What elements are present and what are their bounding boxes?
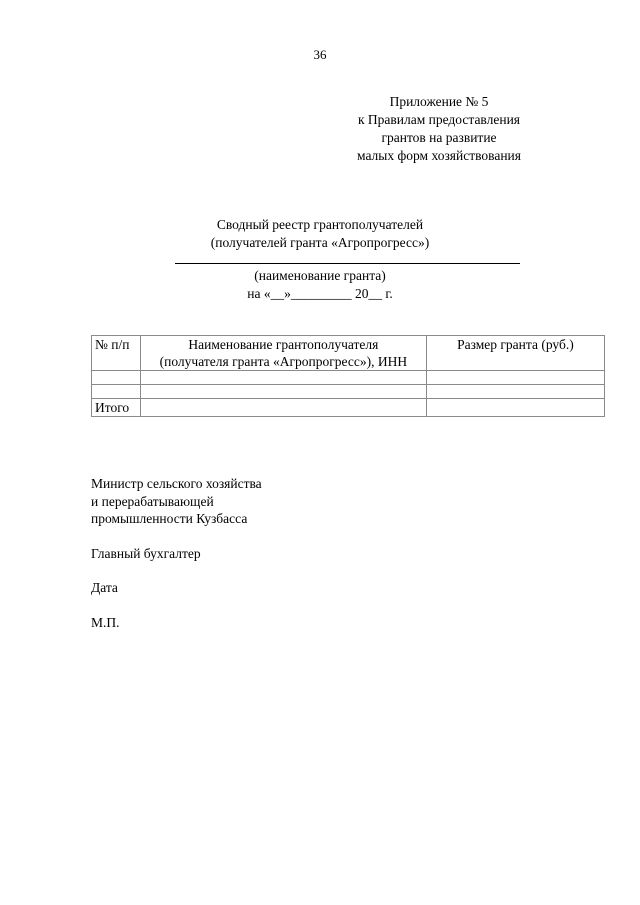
- document-title-line-1: Сводный реестр грантополучателей: [216, 217, 424, 232]
- header-name: [140, 336, 426, 371]
- minister-title-line-3: промышленности Кузбасса: [91, 511, 248, 526]
- table-cell: [426, 385, 604, 399]
- grant-name-caption: (наименование гранта): [254, 268, 386, 283]
- date-field: [91, 579, 491, 597]
- grant-name-block: [0, 267, 640, 303]
- stamp-label: М.П.: [91, 614, 120, 630]
- appendix-rules-ref-3: малых форм хозяйствования: [357, 148, 521, 163]
- grant-date-line: на «__»_________ 20__ г.: [247, 286, 393, 301]
- table-cell: [92, 385, 141, 399]
- minister-title-line-1: Министр сельского хозяйства: [91, 476, 262, 491]
- minister-title-line-2: и перерабатывающей: [91, 493, 214, 509]
- accountant-label: Главный бухгалтер: [91, 545, 201, 561]
- table-row: [92, 385, 605, 399]
- header-name-line-2: (получателя гранта «Агропрогресс»), ИНН: [159, 354, 408, 369]
- page-number: 36: [313, 47, 327, 62]
- appendix-header: [309, 93, 569, 165]
- appendix-rules-ref: к Правилам предоставления: [357, 112, 521, 127]
- table-cell: [426, 399, 604, 417]
- header-num: № п/п: [92, 336, 141, 371]
- date-label: Дата: [91, 580, 118, 595]
- table-header-row: [92, 336, 605, 371]
- stamp-field: [91, 614, 491, 632]
- table-cell: [140, 385, 426, 399]
- header-size: Размер гранта (руб.): [426, 336, 604, 371]
- table-cell: [140, 371, 426, 385]
- table-cell: [140, 399, 426, 417]
- table-row: [92, 371, 605, 385]
- header-name-line-1: Наименование грантополучателя: [188, 337, 379, 352]
- table-cell: [92, 371, 141, 385]
- appendix-rules-ref-2: грантов на развитие: [381, 130, 497, 145]
- table-cell: [426, 371, 604, 385]
- appendix-title: Приложение № 5: [389, 94, 489, 109]
- grant-name-underline: [175, 263, 520, 264]
- registry-table: [91, 335, 605, 417]
- accountant-signature: [91, 545, 491, 563]
- signatures-block: [91, 475, 491, 648]
- document-title-line-2: (получателей гранта «Агропрогресс»): [210, 235, 430, 250]
- document-title: [0, 216, 640, 252]
- table-total-row: [92, 399, 605, 417]
- minister-signature: [91, 475, 491, 528]
- total-label: Итого: [92, 399, 141, 417]
